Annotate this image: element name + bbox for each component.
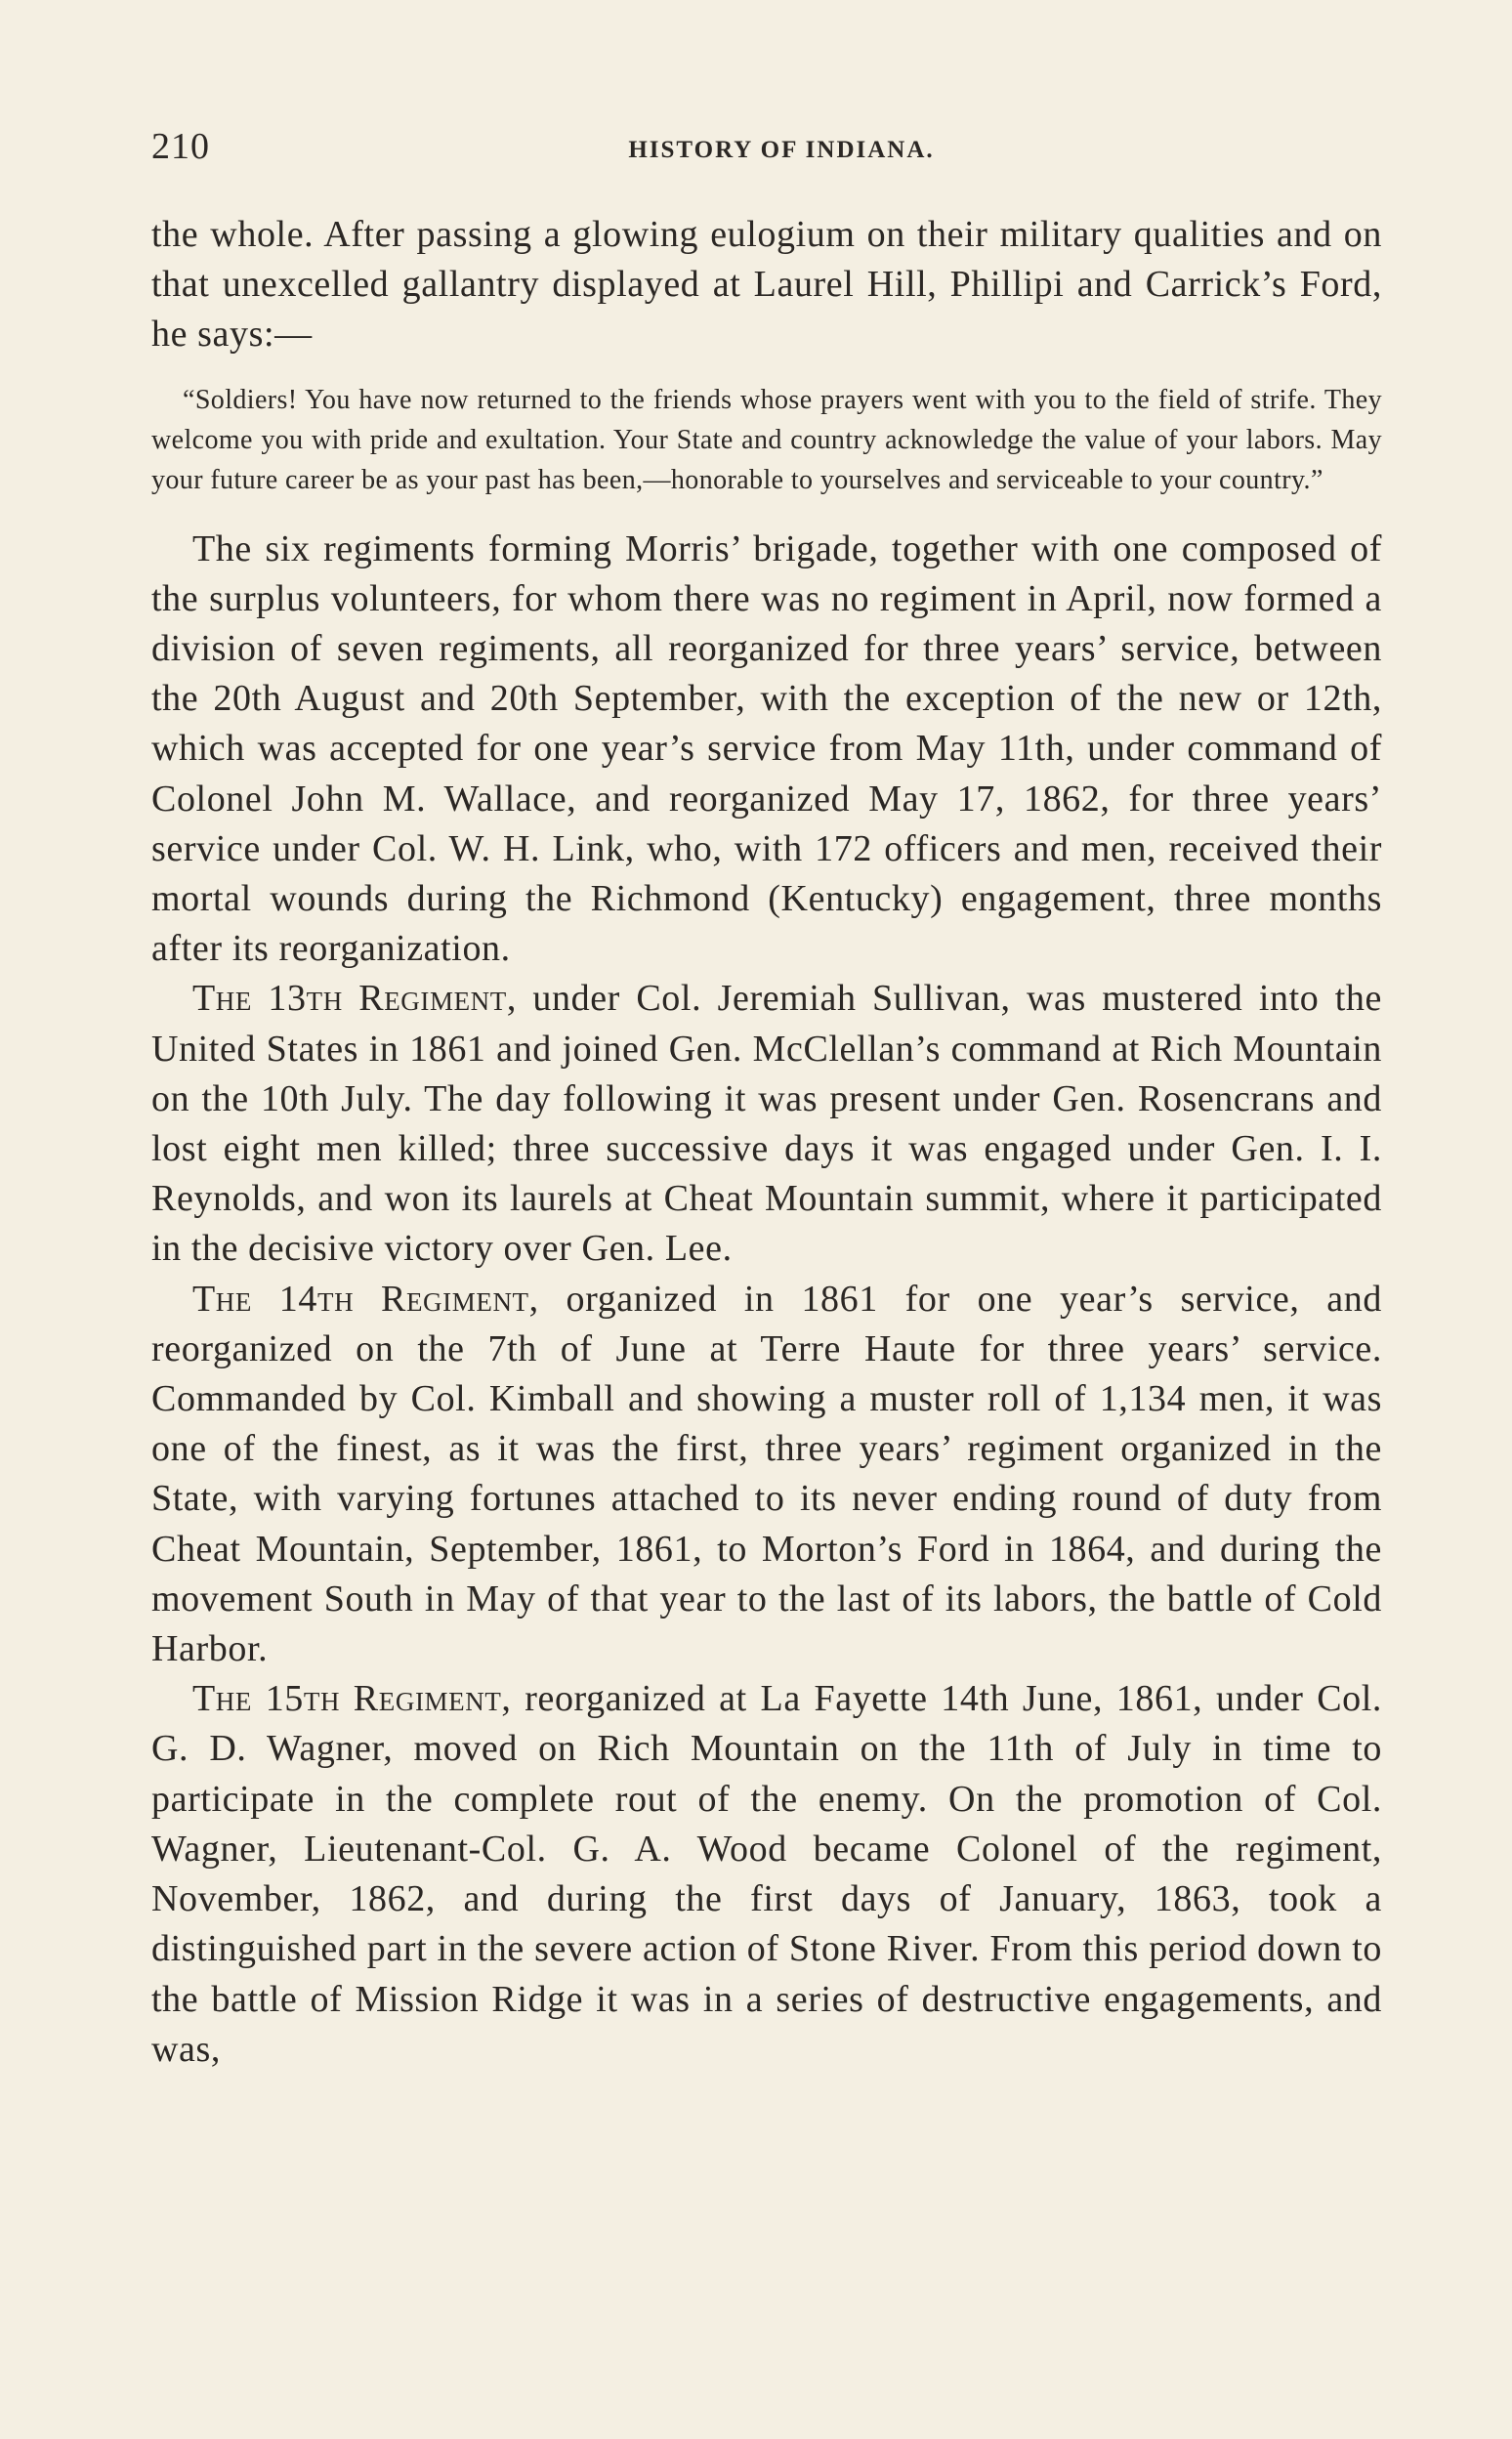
body-text — [151, 210, 1382, 2075]
paragraph-text: reorganized at La Fayette 14th June, 1861, under Col. G. D. Wagner, moved on Rich Mountain on the 11th of July in time to participate in the complete rout of the enemy. On the promotion of Col. Wagner, Lieutenant-Col. G. A. Wood became Colonel of the regiment, November, 1862, and during the first days of January, 1863, took a distinguished part in the severe action of Stone River. From this period down to the battle of Mission Ridge it was in a series of destructive engagements, and was, — [151, 1678, 1382, 2070]
paragraph-15th-regiment — [151, 1674, 1382, 2075]
regiment-heading: The 14th Regiment, — [192, 1278, 539, 1320]
regiment-heading: The 15th Regiment, — [192, 1678, 512, 1720]
regiment-heading: The 13th Regiment, — [192, 978, 517, 1020]
paragraph-text: organized in 1861 for one year’s service, and reorganized on the 7th of June at Terre Haute for three years’ service. Commanded by Col. Kimball and showing a muster roll of 1,134 men, it was one of the finest, as it was the first, three years’ regiment organized in the State, with varying fortunes attached to its never ending round of duty from Cheat Mountain, September, 1861, to Morton’s Ford in 1864, and during the movement South in May of that year to the last of its labors, the battle of Cold Harbor. — [151, 1278, 1382, 1670]
paragraph-13th-regiment — [151, 974, 1382, 1274]
paragraph-text: under Col. Jeremiah Sullivan, was mustered into the United States in 1861 and joined Gen. McClellan’s command at Rich Mountain on the 10th July. The day following it was present under Gen. Rosencrans and lost eight men killed; three successive days it was engaged under Gen. I. I. Reynolds, and won its laurels at Cheat Mountain summit, where it participated in the decisive victory over Gen. Lee. — [151, 978, 1382, 1270]
block-quote: “Soldiers! You have now returned to the friends whose prayers went with you to the field of strife. They welcome you with pride and exultation. Your State and country acknowledge the value of your labors. May your future career be as your past has been,—honorable to yourselves and serviceable to your country.” — [151, 384, 1382, 495]
paragraph-continuation: the whole. After passing a glowing eulogium on their military qualities and on that unexcelled gallantry displayed at Laurel Hill, Phillipi and Carrick’s Ford, he says:— — [151, 214, 1382, 356]
page-number: 210 — [151, 126, 210, 167]
paragraph-morris-brigade: The six regiments forming Morris’ brigade, together with one composed of the surplus volunteers, for whom there was no regiment in April, now formed a division of seven regiments, all reorganized for three years’ service, between the 20th August and 20th September, with the exception of the new or 12th, which was accepted for one year’s service from May 11th, under command of Colonel John M. Wallace, and reorganized May 17, 1862, for three years’ service under Col. W. H. Link, who, with 172 officers and men, received their mortal wounds during the Richmond (Kentucky) engagement, three months after its reorganization. — [151, 527, 1382, 970]
paragraph-14th-regiment — [151, 1275, 1382, 1675]
page-header — [151, 125, 1382, 184]
running-head: HISTORY OF INDIANA. — [628, 137, 935, 163]
